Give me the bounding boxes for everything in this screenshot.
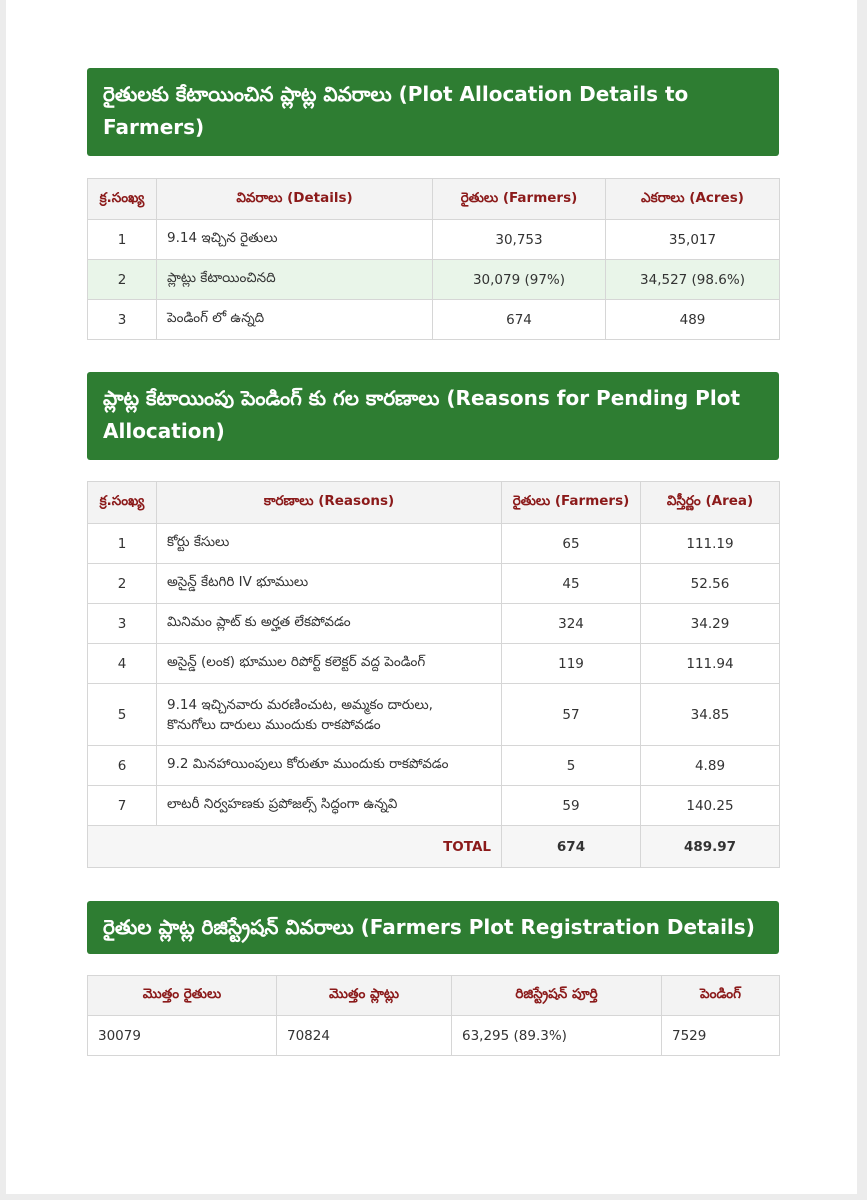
table-row: [88, 220, 780, 260]
table-row-highlighted: [88, 260, 780, 300]
cell-pending: 7529: [662, 1016, 780, 1056]
cell-reason: 9.14 ఇచ్చినవారు మరణించుట, అమ్మకం దారులు, కొనుగోలు దారులు ముందుకు రాకపోవడం: [157, 684, 502, 746]
col-header-acres: ఎకరాలు (Acres): [606, 179, 780, 220]
table-header-row: [88, 179, 780, 220]
cell-area: 52.56: [641, 564, 780, 604]
table-row: [88, 604, 780, 644]
col-header-sno: క్ర.సంఖ్య: [88, 482, 157, 524]
cell-area: 34.29: [641, 604, 780, 644]
table-header-row: [88, 976, 780, 1016]
cell-area: 140.25: [641, 786, 780, 826]
cell-sno: 7: [88, 786, 157, 826]
table-row: [88, 1016, 780, 1056]
section-banner-plot-allocation: [87, 68, 779, 156]
table-row: [88, 684, 780, 746]
cell-area: 111.94: [641, 644, 780, 684]
col-header-total-farmers: మొత్తం రైతులు: [88, 976, 277, 1016]
pending-reasons-table: [87, 481, 780, 868]
plot-allocation-table: [87, 178, 780, 340]
cell-farmers: 59: [502, 786, 641, 826]
cell-acres: 34,527 (98.6%): [606, 260, 780, 300]
cell-acres: 35,017: [606, 220, 780, 260]
cell-farmers: 324: [502, 604, 641, 644]
cell-sno: 3: [88, 300, 157, 340]
total-area: 489.97: [641, 826, 780, 868]
cell-details: 9.14 ఇచ్చిన రైతులు: [157, 220, 433, 260]
registration-table: [87, 975, 780, 1056]
col-header-sno: క్ర.సంఖ్య: [88, 179, 157, 220]
total-label: TOTAL: [88, 826, 502, 868]
cell-details: పెండింగ్ లో ఉన్నది: [157, 300, 433, 340]
cell-sno: 2: [88, 564, 157, 604]
col-header-farmers: రైతులు (Farmers): [433, 179, 606, 220]
table-header-row: [88, 482, 780, 524]
registration-table-wrap: [87, 975, 779, 1056]
col-header-area: విస్తీర్ణం (Area): [641, 482, 780, 524]
section-title: రైతులకు కేటాయించిన ప్లాట్ల వివరాలు (Plot Allocation Details to Farmers): [103, 82, 689, 139]
table-row: [88, 746, 780, 786]
table-row: [88, 524, 780, 564]
cell-area: 34.85: [641, 684, 780, 746]
cell-sno: 2: [88, 260, 157, 300]
cell-farmers: 57: [502, 684, 641, 746]
table-row: [88, 300, 780, 340]
col-header-registration-complete: రిజిస్ట్రేషన్ పూర్తి: [452, 976, 662, 1016]
cell-farmers: 30,753: [433, 220, 606, 260]
cell-farmers: 30,079 (97%): [433, 260, 606, 300]
cell-reason: 9.2 మినహాయింపులు కోరుతూ ముందుకు రాకపోవడం: [157, 746, 502, 786]
section-title: రైతుల ప్లాట్ల రిజిస్ట్రేషన్ వివరాలు (Farmers Plot Registration Details): [103, 915, 755, 939]
cell-farmers: 5: [502, 746, 641, 786]
cell-sno: 5: [88, 684, 157, 746]
cell-total-farmers: 30079: [88, 1016, 277, 1056]
section-title: ప్లాట్ల కేటాయింపు పెండింగ్ కు గల కారణాలు (Reasons for Pending Plot Allocation): [103, 386, 741, 443]
pending-reasons-table-wrap: [87, 481, 779, 868]
col-header-details: వివరాలు (Details): [157, 179, 433, 220]
cell-sno: 1: [88, 524, 157, 564]
cell-reason: లాటరీ నిర్వహణకు ప్రపోజల్స్ సిద్ధంగా ఉన్నవి: [157, 786, 502, 826]
cell-sno: 6: [88, 746, 157, 786]
cell-total-plots: 70824: [277, 1016, 452, 1056]
document-page: [6, 0, 857, 1194]
total-farmers: 674: [502, 826, 641, 868]
cell-farmers: 674: [433, 300, 606, 340]
table-row: [88, 564, 780, 604]
cell-registration-complete: 63,295 (89.3%): [452, 1016, 662, 1056]
cell-area: 111.19: [641, 524, 780, 564]
cell-area: 4.89: [641, 746, 780, 786]
plot-allocation-table-wrap: [87, 178, 779, 340]
col-header-reasons: కారణాలు (Reasons): [157, 482, 502, 524]
section-banner-pending-reasons: [87, 372, 779, 460]
cell-farmers: 45: [502, 564, 641, 604]
cell-reason: కోర్టు కేసులు: [157, 524, 502, 564]
cell-reason: మినిమం ప్లాట్ కు అర్హత లేకపోవడం: [157, 604, 502, 644]
table-row: [88, 644, 780, 684]
cell-farmers: 119: [502, 644, 641, 684]
cell-reason: అసైన్డ్ (లంక) భూముల రిపోర్ట్ కలెక్టర్ వద్ద పెండింగ్: [157, 644, 502, 684]
col-header-farmers: రైతులు (Farmers): [502, 482, 641, 524]
col-header-pending: పెండింగ్: [662, 976, 780, 1016]
cell-details: ప్లాట్లు కేటాయించినది: [157, 260, 433, 300]
table-row: [88, 786, 780, 826]
col-header-total-plots: మొత్తం ప్లాట్లు: [277, 976, 452, 1016]
section-banner-registration: [87, 901, 779, 954]
cell-sno: 1: [88, 220, 157, 260]
total-row: [88, 826, 780, 868]
cell-farmers: 65: [502, 524, 641, 564]
cell-sno: 4: [88, 644, 157, 684]
cell-acres: 489: [606, 300, 780, 340]
cell-sno: 3: [88, 604, 157, 644]
cell-reason: అసైన్డ్ కేటగిరి IV భూములు: [157, 564, 502, 604]
